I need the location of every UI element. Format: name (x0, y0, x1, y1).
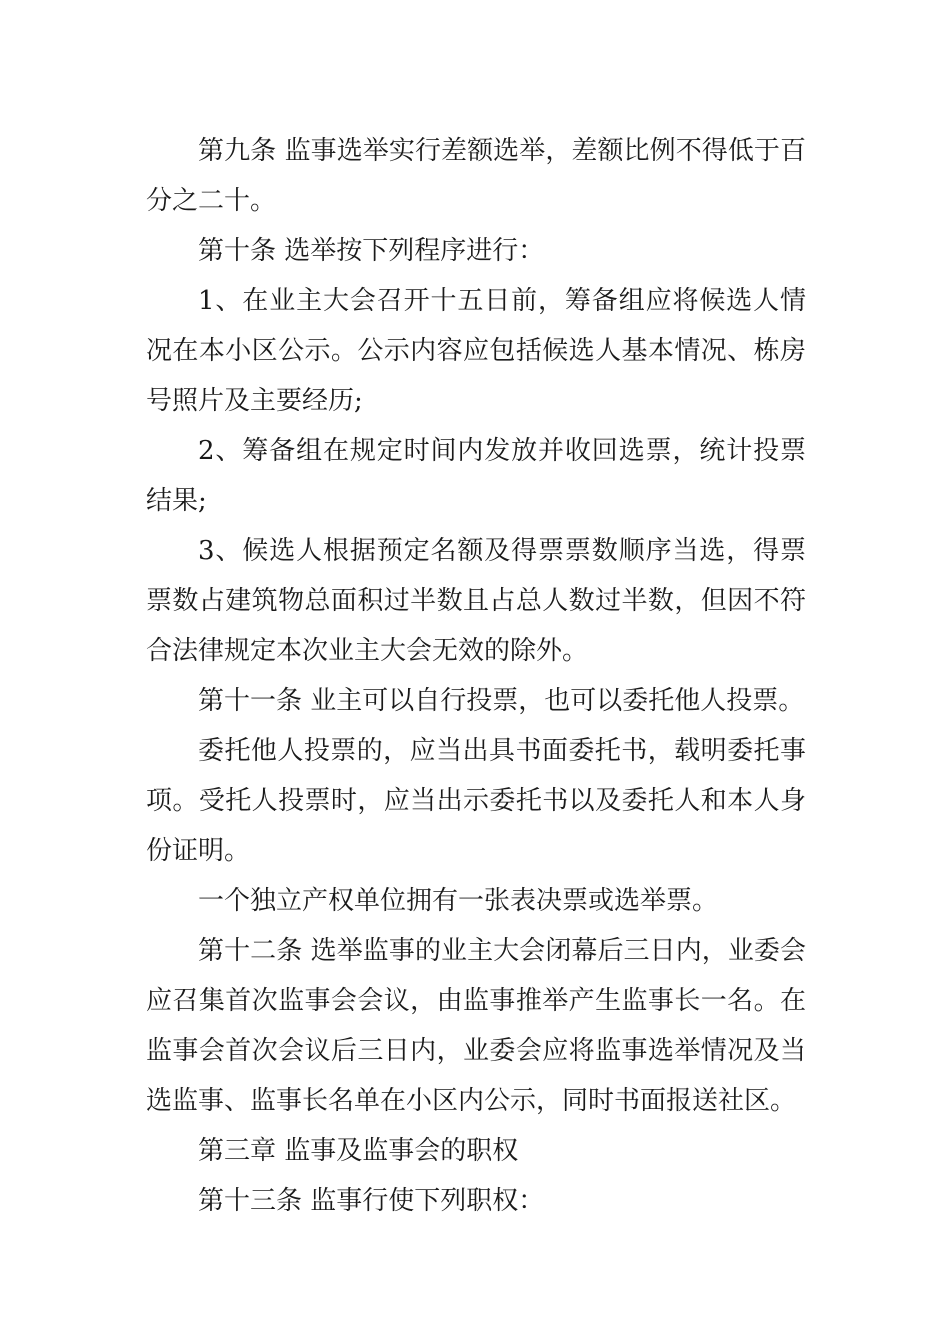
document-body (146, 126, 806, 1226)
article-9: 第九条 监事选举实行差额选举，差额比例不得低于百分之二十。 (146, 136, 806, 216)
article-11-unit-vote: 一个独立产权单位拥有一张表决票或选举票。 (198, 886, 719, 916)
article-11-proxy: 委托他人投票的，应当出具书面委托书，载明委托事项。受托人投票时，应当出示委托书以及委托人和本人身份证明。 (146, 736, 806, 866)
article-10-item-3: 3、候选人根据预定名额及得票票数顺序当选，得票票数占建筑物总面积过半数且占总人数过半数，但因不符合法律规定本次业主大会无效的除外。 (146, 536, 806, 666)
article-10-item-2: 2、筹备组在规定时间内发放并收回选票，统计投票结果; (146, 436, 806, 516)
article-12: 第十二条 选举监事的业主大会闭幕后三日内，业委会应召集首次监事会会议，由监事推举产生监事长一名。在监事会首次会议后三日内，业委会应将监事选举情况及当选监事、监事长名单在小区内公示，同时书面报送社区。 (146, 936, 806, 1116)
article-11: 第十一条 业主可以自行投票，也可以委托他人投票。 (198, 686, 805, 716)
chapter-3-heading: 第三章 监事及监事会的职权 (198, 1136, 519, 1166)
article-10-item-1: 1、在业主大会召开十五日前，筹备组应将候选人情况在本小区公示。公示内容应包括候选人基本情况、栋房号照片及主要经历; (146, 286, 806, 416)
article-10: 第十条 选举按下列程序进行： (198, 236, 545, 266)
article-13: 第十三条 监事行使下列职权： (198, 1186, 545, 1216)
